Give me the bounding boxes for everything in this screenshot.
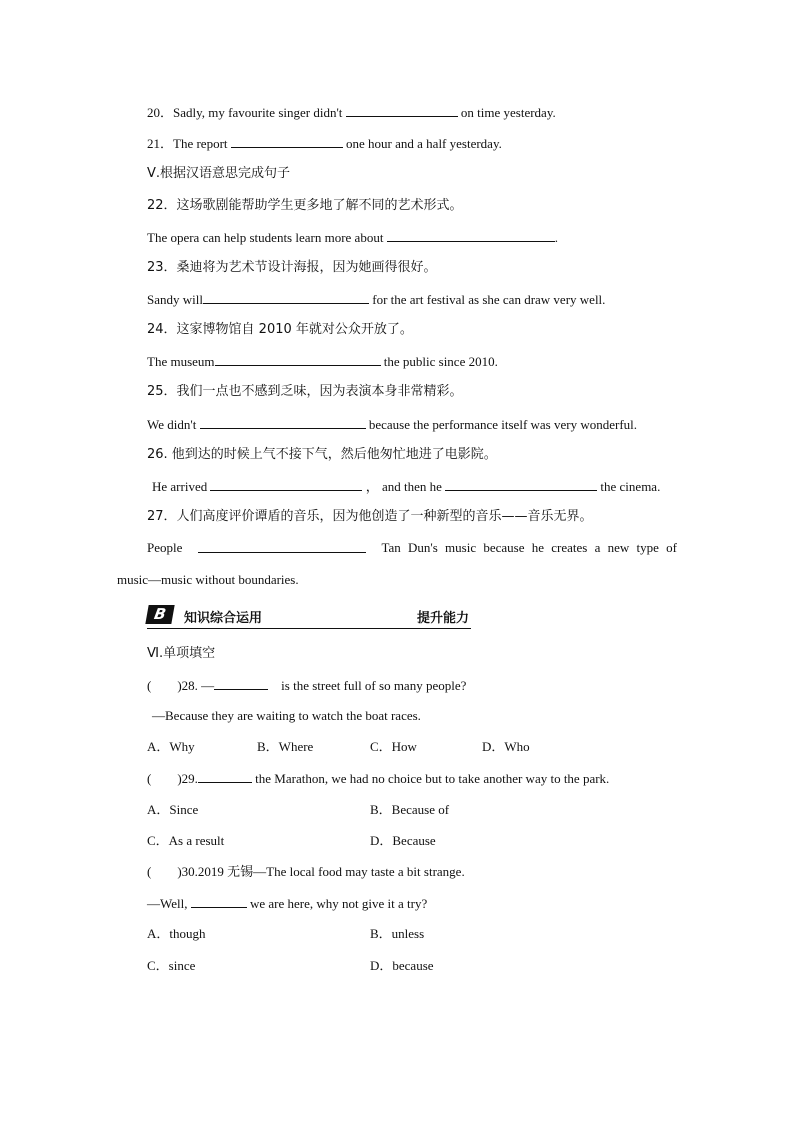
- question-text: The museum: [147, 354, 215, 369]
- answer-blank[interactable]: [203, 291, 369, 304]
- question-text-end: the cinema.: [600, 479, 661, 494]
- option-c[interactable]: C．As a result: [147, 833, 225, 848]
- answer-blank[interactable]: [387, 229, 555, 242]
- option-d[interactable]: D．Who: [482, 739, 530, 754]
- option-d[interactable]: D．Because: [370, 833, 436, 848]
- question-21: [147, 135, 502, 152]
- question-23-chinese: 23．桑迪将为艺术节设计海报，因为她画得很好。: [147, 260, 437, 275]
- question-20: [147, 104, 556, 121]
- question-29: [147, 770, 609, 787]
- option-a[interactable]: A．Since: [147, 802, 199, 817]
- question-text-mid: ， and then he: [365, 479, 442, 494]
- question-26: [152, 478, 660, 495]
- question-22: [147, 229, 558, 246]
- question-text: is the street full of so many people?: [281, 678, 467, 693]
- section-badge: B: [145, 605, 174, 624]
- question-30: ( )30.2019 无锡—The local food may taste a bit strange.: [147, 864, 465, 879]
- question-22-chinese: 22．这场歌剧能帮助学生更多地了解不同的艺术形式。: [147, 198, 463, 213]
- question-text: People: [147, 540, 183, 555]
- answer-blank[interactable]: [215, 353, 381, 366]
- option-b[interactable]: B．Where: [257, 739, 314, 754]
- question-23: [147, 291, 605, 308]
- period: .: [554, 230, 558, 245]
- question-30-reply: [147, 895, 427, 912]
- answer-blank[interactable]: [191, 895, 247, 908]
- section-header-title: 知识综合运用: [184, 611, 263, 626]
- answer-blank[interactable]: [200, 416, 366, 429]
- answer-blank[interactable]: [198, 770, 252, 783]
- question-text: The opera can help students learn more about: [147, 230, 384, 245]
- question-27: [147, 540, 677, 556]
- question-28: [147, 677, 466, 694]
- option-d[interactable]: D．because: [370, 958, 434, 973]
- answer-blank-2[interactable]: [445, 478, 597, 491]
- option-b[interactable]: B．unless: [370, 926, 425, 941]
- question-26-chinese: 26. 他到达的时候上气不接下气，然后他匆忙地进了电影院。: [147, 447, 497, 462]
- question-text-end: the public since 2010.: [383, 354, 498, 369]
- question-text: He arrived: [152, 479, 208, 494]
- section-header-right: 提升能力: [416, 611, 469, 626]
- section-6-title: Ⅵ.单项填空: [147, 646, 216, 661]
- question-text-end: for the art festival as she can draw very well.: [372, 292, 606, 307]
- question-24: [147, 353, 498, 370]
- option-a[interactable]: A．though: [147, 926, 206, 941]
- question-text-end: on time yesterday.: [460, 105, 556, 120]
- question-number: ( )29.: [147, 771, 198, 786]
- question-text-end: because the performance itself was very wonderful.: [368, 417, 638, 432]
- question-text: Sandy will: [147, 292, 203, 307]
- question-27-continuation: music—music without boundaries.: [117, 572, 299, 587]
- answer-blank[interactable]: [214, 677, 268, 690]
- question-28-reply: —Because they are waiting to watch the boat races.: [152, 708, 421, 723]
- section-header: [147, 602, 471, 629]
- option-c[interactable]: C．How: [370, 739, 417, 754]
- answer-blank-1[interactable]: [210, 478, 362, 491]
- question-text-end: we are here, why not give it a try?: [249, 896, 428, 911]
- question-text: Sadly, my favourite singer didn't: [173, 105, 343, 120]
- question-number: 20．: [147, 105, 174, 120]
- answer-blank[interactable]: [231, 135, 343, 148]
- question-text: The report: [173, 136, 228, 151]
- answer-blank[interactable]: [346, 104, 458, 117]
- option-b[interactable]: B．Because of: [370, 802, 450, 817]
- question-text-end: one hour and a half yesterday.: [346, 136, 502, 151]
- answer-blank[interactable]: [198, 540, 366, 553]
- question-24-chinese: 24．这家博物馆自 2010 年就对公众开放了。: [147, 322, 413, 337]
- question-27-chinese: 27．人们高度评价谭盾的音乐，因为他创造了一种新型的音乐——音乐无界。: [147, 509, 593, 524]
- question-text: —Well,: [147, 896, 188, 911]
- question-25: [147, 416, 637, 433]
- option-a[interactable]: A．Why: [147, 739, 195, 754]
- question-number: 21．: [147, 136, 174, 151]
- question-number: ( )28. —: [147, 678, 215, 693]
- option-c[interactable]: C．since: [147, 958, 196, 973]
- question-25-chinese: 25．我们一点也不感到乏味，因为表演本身非常精彩。: [147, 384, 463, 399]
- question-text: We didn't: [147, 417, 197, 432]
- section-5-title: Ⅴ.根据汉语意思完成句子: [147, 166, 291, 181]
- question-text: the Marathon, we had no choice but to take another way to the park.: [255, 771, 610, 786]
- question-text-end: Tan Dun's music because he creates a new type of: [381, 540, 677, 555]
